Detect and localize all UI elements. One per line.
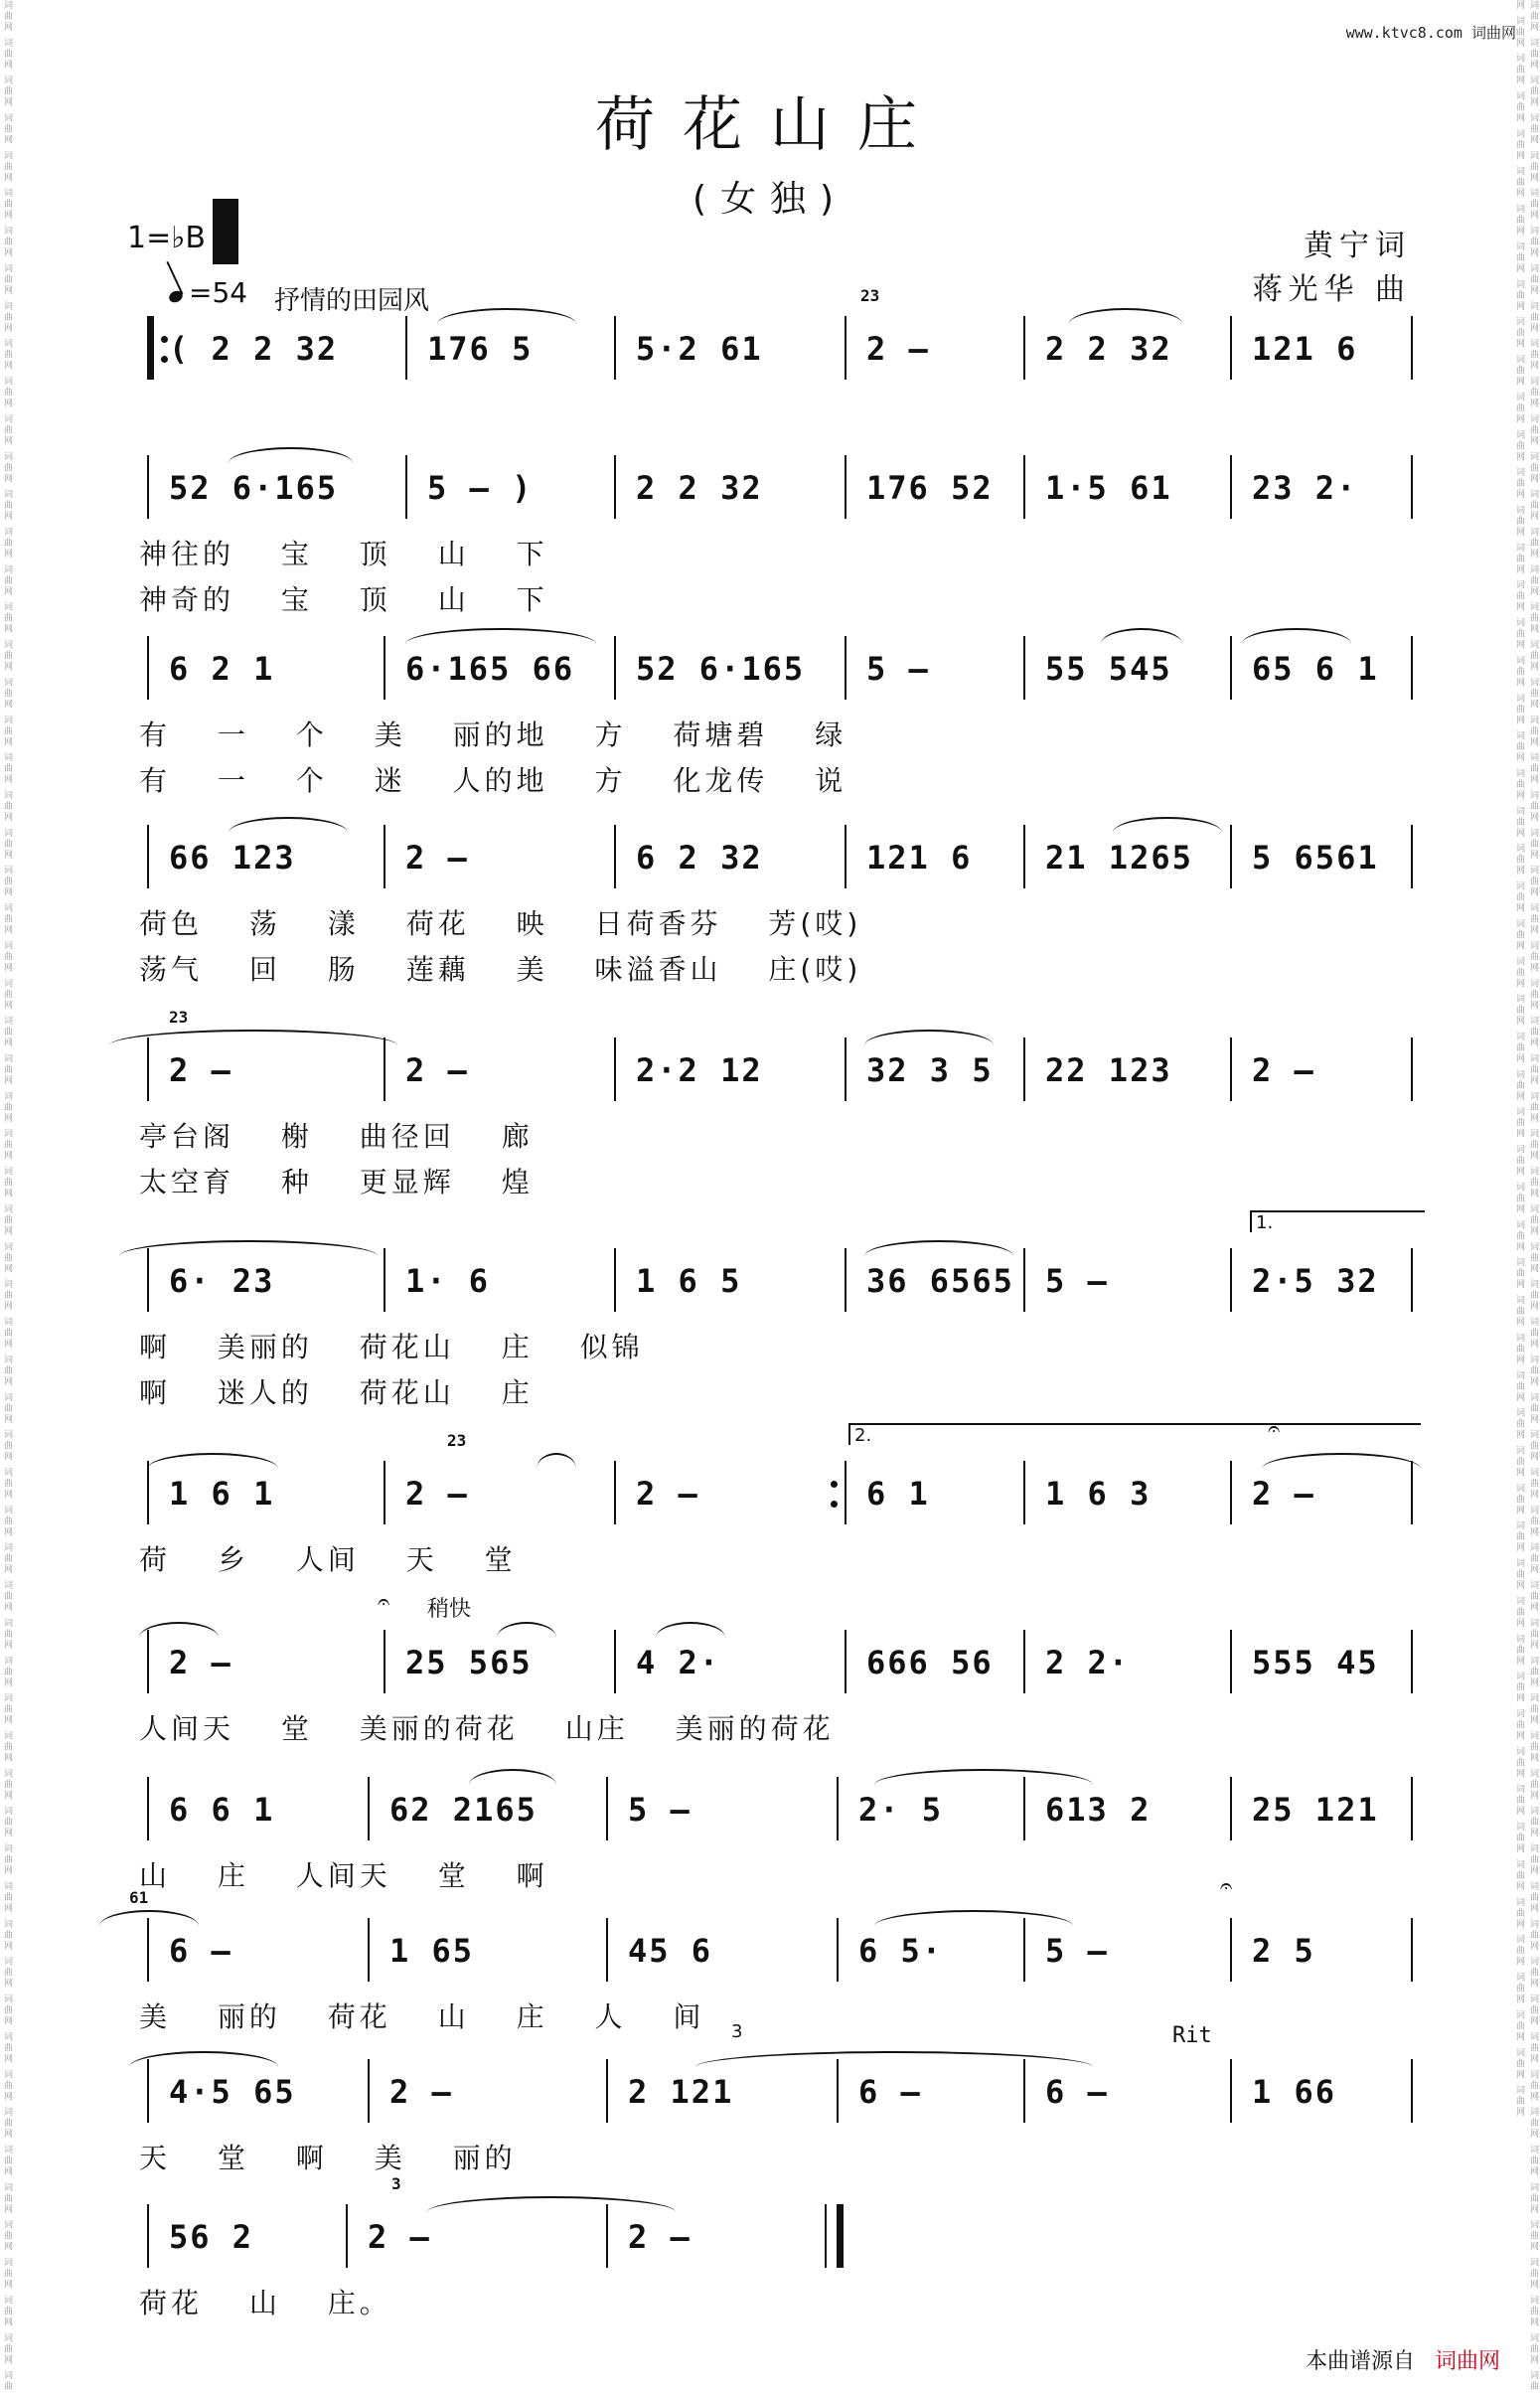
barline bbox=[147, 1777, 149, 1840]
slur bbox=[129, 2051, 278, 2067]
lyrics-verse-2: 荡气 回 肠 莲藕 美 味溢香山 庄(哎) bbox=[139, 953, 862, 986]
barline bbox=[1411, 455, 1413, 519]
lyrics-verse-1: 荷花 山 庄。 bbox=[139, 2287, 391, 2319]
barline bbox=[845, 1461, 847, 1524]
slur bbox=[537, 1453, 576, 1469]
measure-notes: 4 2· bbox=[636, 1644, 721, 1681]
measure-notes: 2 – bbox=[405, 839, 469, 877]
measure-notes: 6 – bbox=[858, 2073, 922, 2111]
measure-notes: 5 – bbox=[628, 1791, 692, 1829]
lyrics-verse-2: 神奇的 宝 顶 山 下 bbox=[139, 583, 548, 616]
barline bbox=[1023, 2059, 1025, 2123]
barline bbox=[606, 2204, 608, 2268]
measure-notes: 2 2 32 bbox=[1045, 330, 1172, 368]
slur bbox=[695, 2051, 1093, 2067]
barline bbox=[1411, 2059, 1413, 2123]
barline bbox=[606, 1918, 608, 1982]
slur bbox=[139, 1622, 219, 1638]
grace-note: 3 bbox=[391, 2174, 401, 2193]
slur bbox=[1113, 817, 1222, 833]
measure-notes: 1 6 5 bbox=[636, 1262, 742, 1300]
measure-notes: 2 – bbox=[636, 1475, 699, 1513]
measure-notes: 55 545 bbox=[1045, 650, 1172, 688]
barline bbox=[1230, 1777, 1232, 1840]
measure-notes: 2·5 32 bbox=[1252, 1262, 1379, 1300]
tempo-marking: =54 bbox=[169, 276, 247, 309]
site-url[interactable]: www.ktvc8.com 词曲网 bbox=[1345, 24, 1516, 42]
quarter-note-icon bbox=[167, 289, 184, 305]
measure-notes: 1·5 61 bbox=[1045, 469, 1172, 507]
lyrics-verse-1: 人间天 堂 美丽的荷花 山庄 美丽的荷花 bbox=[139, 1712, 835, 1745]
barline bbox=[147, 455, 149, 519]
barline bbox=[606, 1777, 608, 1840]
grace-note: 23 bbox=[169, 1008, 189, 1027]
measure-notes: 6· 23 bbox=[169, 1262, 275, 1300]
barline bbox=[147, 825, 149, 888]
slur bbox=[229, 447, 353, 463]
measure-notes: 5·2 61 bbox=[636, 330, 763, 368]
barline bbox=[368, 1918, 370, 1982]
measure-notes: 2 – bbox=[368, 2218, 431, 2256]
barline bbox=[614, 455, 616, 519]
slur bbox=[427, 2196, 676, 2212]
barline bbox=[147, 1461, 149, 1524]
lyricist: 黄宁词 bbox=[1304, 229, 1411, 263]
measure-notes: 32 3 5 bbox=[866, 1051, 994, 1089]
slur bbox=[1262, 1453, 1421, 1469]
barline bbox=[837, 2204, 844, 2268]
measure-notes: 555 45 bbox=[1252, 1644, 1379, 1681]
barline bbox=[147, 1248, 149, 1312]
time-signature bbox=[213, 197, 231, 260]
barline bbox=[1230, 825, 1232, 888]
measure-notes: 613 2 bbox=[1045, 1791, 1152, 1829]
measure-notes: 6 5· bbox=[858, 1932, 944, 1970]
measure-notes: 65 6 1 bbox=[1252, 650, 1379, 688]
barline bbox=[1230, 455, 1232, 519]
measure-notes: 45 6 bbox=[628, 1932, 713, 1970]
lyrics-verse-1: 亭台阁 榭 曲径回 廊 bbox=[139, 1120, 534, 1153]
barline bbox=[1411, 316, 1413, 380]
slur bbox=[119, 1240, 378, 1256]
barline bbox=[614, 1461, 616, 1524]
measure-notes: 5 6561 bbox=[1252, 839, 1379, 877]
barline bbox=[405, 455, 407, 519]
expression-marking: 抒情的田园风 bbox=[274, 286, 430, 316]
measure-notes: 6 – bbox=[169, 1932, 232, 1970]
barline bbox=[147, 1630, 149, 1693]
footer-site[interactable]: 词曲网 bbox=[1434, 2349, 1500, 2374]
barline bbox=[614, 1037, 616, 1101]
measure-notes: 2 – bbox=[1252, 1051, 1315, 1089]
measure-notes: 2 – bbox=[405, 1051, 469, 1089]
footer-source: 本曲谱源自 bbox=[1305, 2349, 1415, 2374]
measure-notes: 1 66 bbox=[1252, 2073, 1337, 2111]
lyrics-verse-1: 有 一 个 美 丽的地 方 荷塘碧 绿 bbox=[139, 718, 847, 751]
measure-notes: 6 2 32 bbox=[636, 839, 763, 877]
grace-note: 61 bbox=[129, 1888, 149, 1907]
barline bbox=[614, 316, 616, 380]
measure-notes: 6 – bbox=[1045, 2073, 1109, 2111]
left-watermark-strip: 词曲网 词曲网 词曲网 词曲网 词曲网 词曲网 词曲网 词曲网 词曲网 词曲网 词曲网 词曲网 词曲网 词曲网 词曲网 词曲网 词曲网 词曲网 词曲网 词曲网 词曲网 词曲网 词曲网 词曲网 词曲网 词曲网 词曲网 词曲网 词曲网 词曲网 词曲网 词曲网 词曲网 词曲网 词曲网 词曲网 词曲网 词曲网 词曲网 词曲网 词曲网 词曲网 词曲网 词曲网 词曲网 词曲网 词曲网 词曲网 词曲网 词曲网 词曲网 词曲网 词曲网 词曲网 词曲网 词曲网 词曲网 词曲网 词曲网 词曲网 词曲网 词曲网 词曲网 词曲 bbox=[2, 0, 12, 2393]
volta-2: 2. bbox=[848, 1423, 1421, 1445]
measure-notes: 2 121 bbox=[628, 2073, 734, 2111]
barline bbox=[1023, 1918, 1025, 1982]
barline bbox=[1411, 1248, 1413, 1312]
barline bbox=[837, 1777, 839, 1840]
measure-notes: 25 121 bbox=[1252, 1791, 1379, 1829]
slur bbox=[147, 1453, 278, 1469]
barline bbox=[1230, 316, 1232, 380]
barline bbox=[1023, 1461, 1025, 1524]
measure-notes: 1· 6 bbox=[405, 1262, 491, 1300]
measure-notes: 2 – bbox=[405, 1475, 469, 1513]
barline bbox=[1023, 1248, 1025, 1312]
measure-notes: 66 123 bbox=[169, 839, 296, 877]
measure-notes: 5 – bbox=[1045, 1932, 1109, 1970]
measure-notes: 52 6·165 bbox=[636, 650, 806, 688]
measure-notes: 2 5 bbox=[1252, 1932, 1315, 1970]
measure-notes: 6·165 66 bbox=[405, 650, 575, 688]
lyrics-verse-1: 神往的 宝 顶 山 下 bbox=[139, 538, 548, 570]
triplet-mark: 3 bbox=[731, 2021, 743, 2042]
barline bbox=[1023, 1630, 1025, 1693]
song-subtitle: (女独) bbox=[692, 179, 848, 220]
measure-notes: 2 – bbox=[1252, 1475, 1315, 1513]
slur bbox=[864, 1030, 994, 1045]
lyrics-verse-2: 太空育 种 更显辉 煌 bbox=[139, 1166, 534, 1198]
barline bbox=[1411, 1630, 1413, 1693]
measure-notes: 2· 5 bbox=[858, 1791, 944, 1829]
barline bbox=[845, 636, 847, 700]
measure-notes: 121 6 bbox=[1252, 330, 1358, 368]
right-watermark-strip: 词曲网 词曲网 词曲网 词曲网 词曲网 词曲网 词曲网 词曲网 词曲网 词曲网 词曲网 词曲网 词曲网 词曲网 词曲网 词曲网 词曲网 词曲网 词曲网 词曲网 词曲网 词曲网 词曲网 词曲网 词曲网 词曲网 词曲网 词曲网 词曲网 词曲网 词曲网 词曲网 词曲网 词曲网 词曲网 词曲网 词曲网 词曲网 词曲网 词曲网 词曲网 词曲网 词曲网 词曲网 词曲网 词曲网 词曲网 词曲网 词曲网 词曲网 词曲网 词曲网 词曲网 词曲网 词曲网 词曲网 词曲网 词曲网 词曲网 词曲网 词曲网 词曲网 词曲网 词曲网 词曲网 词曲网 词曲网 词曲网 词曲网 词曲网 词曲网 词曲网 词曲网 词曲网 词曲网 词曲网 词曲网 词曲网 词曲网 词曲网 词曲网 词曲网 词曲网 词曲网 词曲网 词曲网 词曲网 词曲网 词曲网 词曲网 词曲网 词曲网 词曲网 词曲网 词曲网 词曲网 词曲网 词曲网 词曲网 词曲网 词曲网 词曲网 词曲网 词曲网 词曲网 词曲网 词曲网 词曲网 词曲网 词曲网 词曲网 词曲网 词曲网 词曲网 词曲网 词曲网 词曲网 词曲网 词曲网 词曲网 bbox=[1514, 0, 1538, 2393]
slur bbox=[656, 1622, 725, 1638]
barline bbox=[845, 825, 847, 888]
measure-notes: 23 2· bbox=[1252, 469, 1358, 507]
slur bbox=[109, 1030, 397, 1045]
lyrics-verse-2: 啊 迷人的 荷花山 庄 bbox=[139, 1376, 534, 1409]
repeat-start-dots bbox=[161, 332, 169, 368]
slur bbox=[497, 1622, 556, 1638]
lyrics-verse-1: 荷色 荡 漾 荷花 映 日荷香芬 芳(哎) bbox=[139, 907, 862, 940]
barline bbox=[614, 1630, 616, 1693]
barline bbox=[1230, 636, 1232, 700]
fermata-icon: 𝄐 bbox=[1268, 1417, 1281, 1442]
tempo-change-label: 稍快 bbox=[427, 1597, 472, 1622]
lyrics-verse-1: 美 丽的 荷花 山 庄 人 间 bbox=[139, 2000, 705, 2033]
lyrics-verse-1: 啊 美丽的 荷花山 庄 似锦 bbox=[139, 1331, 644, 1363]
barline bbox=[845, 1630, 847, 1693]
slur bbox=[864, 1240, 1013, 1256]
measure-notes: 21 1265 bbox=[1045, 839, 1193, 877]
barline bbox=[1023, 1777, 1025, 1840]
slur bbox=[469, 1769, 556, 1785]
barline bbox=[1411, 1777, 1413, 1840]
measure-notes: 2 2· bbox=[1045, 1644, 1131, 1681]
barline bbox=[384, 1037, 385, 1101]
slur bbox=[1101, 628, 1182, 644]
barline bbox=[1411, 1037, 1413, 1101]
barline bbox=[837, 1918, 839, 1982]
rit-marking: Rit bbox=[1172, 2023, 1212, 2048]
slur bbox=[1069, 308, 1182, 324]
measure-notes: 2 – bbox=[169, 1644, 232, 1681]
barline bbox=[405, 316, 407, 380]
slur bbox=[437, 308, 576, 324]
barline bbox=[384, 825, 385, 888]
measure-notes: 25 565 bbox=[405, 1644, 533, 1681]
barline bbox=[1230, 1918, 1232, 1982]
measure-notes: 56 2 bbox=[169, 2218, 254, 2256]
barline bbox=[845, 1248, 847, 1312]
barline bbox=[1411, 825, 1413, 888]
footer bbox=[1306, 2344, 1500, 2375]
barline bbox=[147, 1037, 149, 1101]
measure-notes: 2 – bbox=[866, 330, 930, 368]
barline bbox=[147, 636, 149, 700]
barline bbox=[614, 825, 616, 888]
barline bbox=[1230, 1630, 1232, 1693]
barline bbox=[384, 1461, 385, 1524]
measure-notes: 62 2165 bbox=[389, 1791, 538, 1829]
lyrics-verse-2: 有 一 个 迷 人的地 方 化龙传 说 bbox=[139, 764, 847, 797]
barline bbox=[147, 316, 154, 380]
barline bbox=[1230, 1248, 1232, 1312]
key-signature: 1=♭B bbox=[127, 221, 206, 255]
measure-notes: 176 52 bbox=[866, 469, 994, 507]
slur bbox=[874, 1910, 1073, 1926]
barline bbox=[147, 1918, 149, 1982]
measure-notes: 121 6 bbox=[866, 839, 973, 877]
barline bbox=[1230, 2059, 1232, 2123]
lyrics-verse-1: 荷 乡 人间 天 堂 bbox=[139, 1543, 517, 1576]
measure-notes: 6 1 bbox=[866, 1475, 930, 1513]
barline bbox=[825, 2204, 827, 2268]
song-title: 荷花山庄 bbox=[595, 90, 945, 160]
slur bbox=[229, 817, 348, 833]
barline bbox=[614, 636, 616, 700]
barline bbox=[147, 2204, 149, 2268]
measure-notes: 5 – bbox=[1045, 1262, 1109, 1300]
slur bbox=[1242, 628, 1351, 644]
fermata-icon: 𝄐 bbox=[1220, 1874, 1233, 1899]
barline bbox=[368, 2059, 370, 2123]
measure-notes: 6 6 1 bbox=[169, 1791, 275, 1829]
measure-notes: 1 6 3 bbox=[1045, 1475, 1152, 1513]
slur bbox=[99, 1910, 199, 1926]
measure-notes: 176 5 bbox=[427, 330, 534, 368]
measure-notes: 666 56 bbox=[866, 1644, 994, 1681]
barline bbox=[1230, 1461, 1232, 1524]
barline bbox=[845, 1037, 847, 1101]
measure-notes: 2 – bbox=[628, 2218, 692, 2256]
barline bbox=[1023, 825, 1025, 888]
barline bbox=[384, 1248, 385, 1312]
barline bbox=[1230, 1037, 1232, 1101]
measure-notes: 5 – ) bbox=[427, 469, 534, 507]
measure-notes: 2 – bbox=[169, 1051, 232, 1089]
barline bbox=[368, 1777, 370, 1840]
barline bbox=[1023, 316, 1025, 380]
measure-notes: 1 65 bbox=[389, 1932, 475, 1970]
barline bbox=[1411, 1461, 1413, 1524]
lyrics-verse-1: 天 堂 啊 美 丽的 bbox=[139, 2142, 517, 2174]
grace-note: 23 bbox=[447, 1431, 467, 1450]
measure-notes: 6 2 1 bbox=[169, 650, 275, 688]
measure-notes: 52 6·165 bbox=[169, 469, 339, 507]
barline bbox=[606, 2059, 608, 2123]
barline bbox=[845, 316, 847, 380]
measure-notes: 22 123 bbox=[1045, 1051, 1172, 1089]
slur bbox=[405, 628, 596, 644]
barline bbox=[1023, 455, 1025, 519]
barline bbox=[1023, 1037, 1025, 1101]
barline bbox=[384, 636, 385, 700]
measure-notes: 4·5 65 bbox=[169, 2073, 296, 2111]
grace-note: 23 bbox=[860, 286, 880, 305]
barline bbox=[147, 2059, 149, 2123]
slur bbox=[874, 1769, 1093, 1785]
barline bbox=[346, 2204, 348, 2268]
barline bbox=[1411, 636, 1413, 700]
measure-notes: 1 6 1 bbox=[169, 1475, 275, 1513]
lyrics-verse-1: 山 庄 人间天 堂 啊 bbox=[139, 1859, 548, 1892]
repeat-end-dots bbox=[831, 1477, 839, 1513]
measure-notes: 2 – bbox=[389, 2073, 453, 2111]
barline bbox=[845, 455, 847, 519]
measure-notes: ( 2 2 32 bbox=[169, 330, 339, 368]
fermata-icon: 𝄐 bbox=[378, 1590, 390, 1615]
measure-notes: 5 – bbox=[866, 650, 930, 688]
volta-1: 1. bbox=[1250, 1210, 1425, 1232]
barline bbox=[1411, 1918, 1413, 1982]
barline bbox=[384, 1630, 385, 1693]
measure-notes: 2 2 32 bbox=[636, 469, 763, 507]
barline bbox=[837, 2059, 839, 2123]
measure-notes: 2·2 12 bbox=[636, 1051, 763, 1089]
barline bbox=[1023, 636, 1025, 700]
measure-notes: 36 6565 bbox=[866, 1262, 1014, 1300]
composer: 蒋光华 曲 bbox=[1252, 272, 1411, 307]
barline bbox=[614, 1248, 616, 1312]
